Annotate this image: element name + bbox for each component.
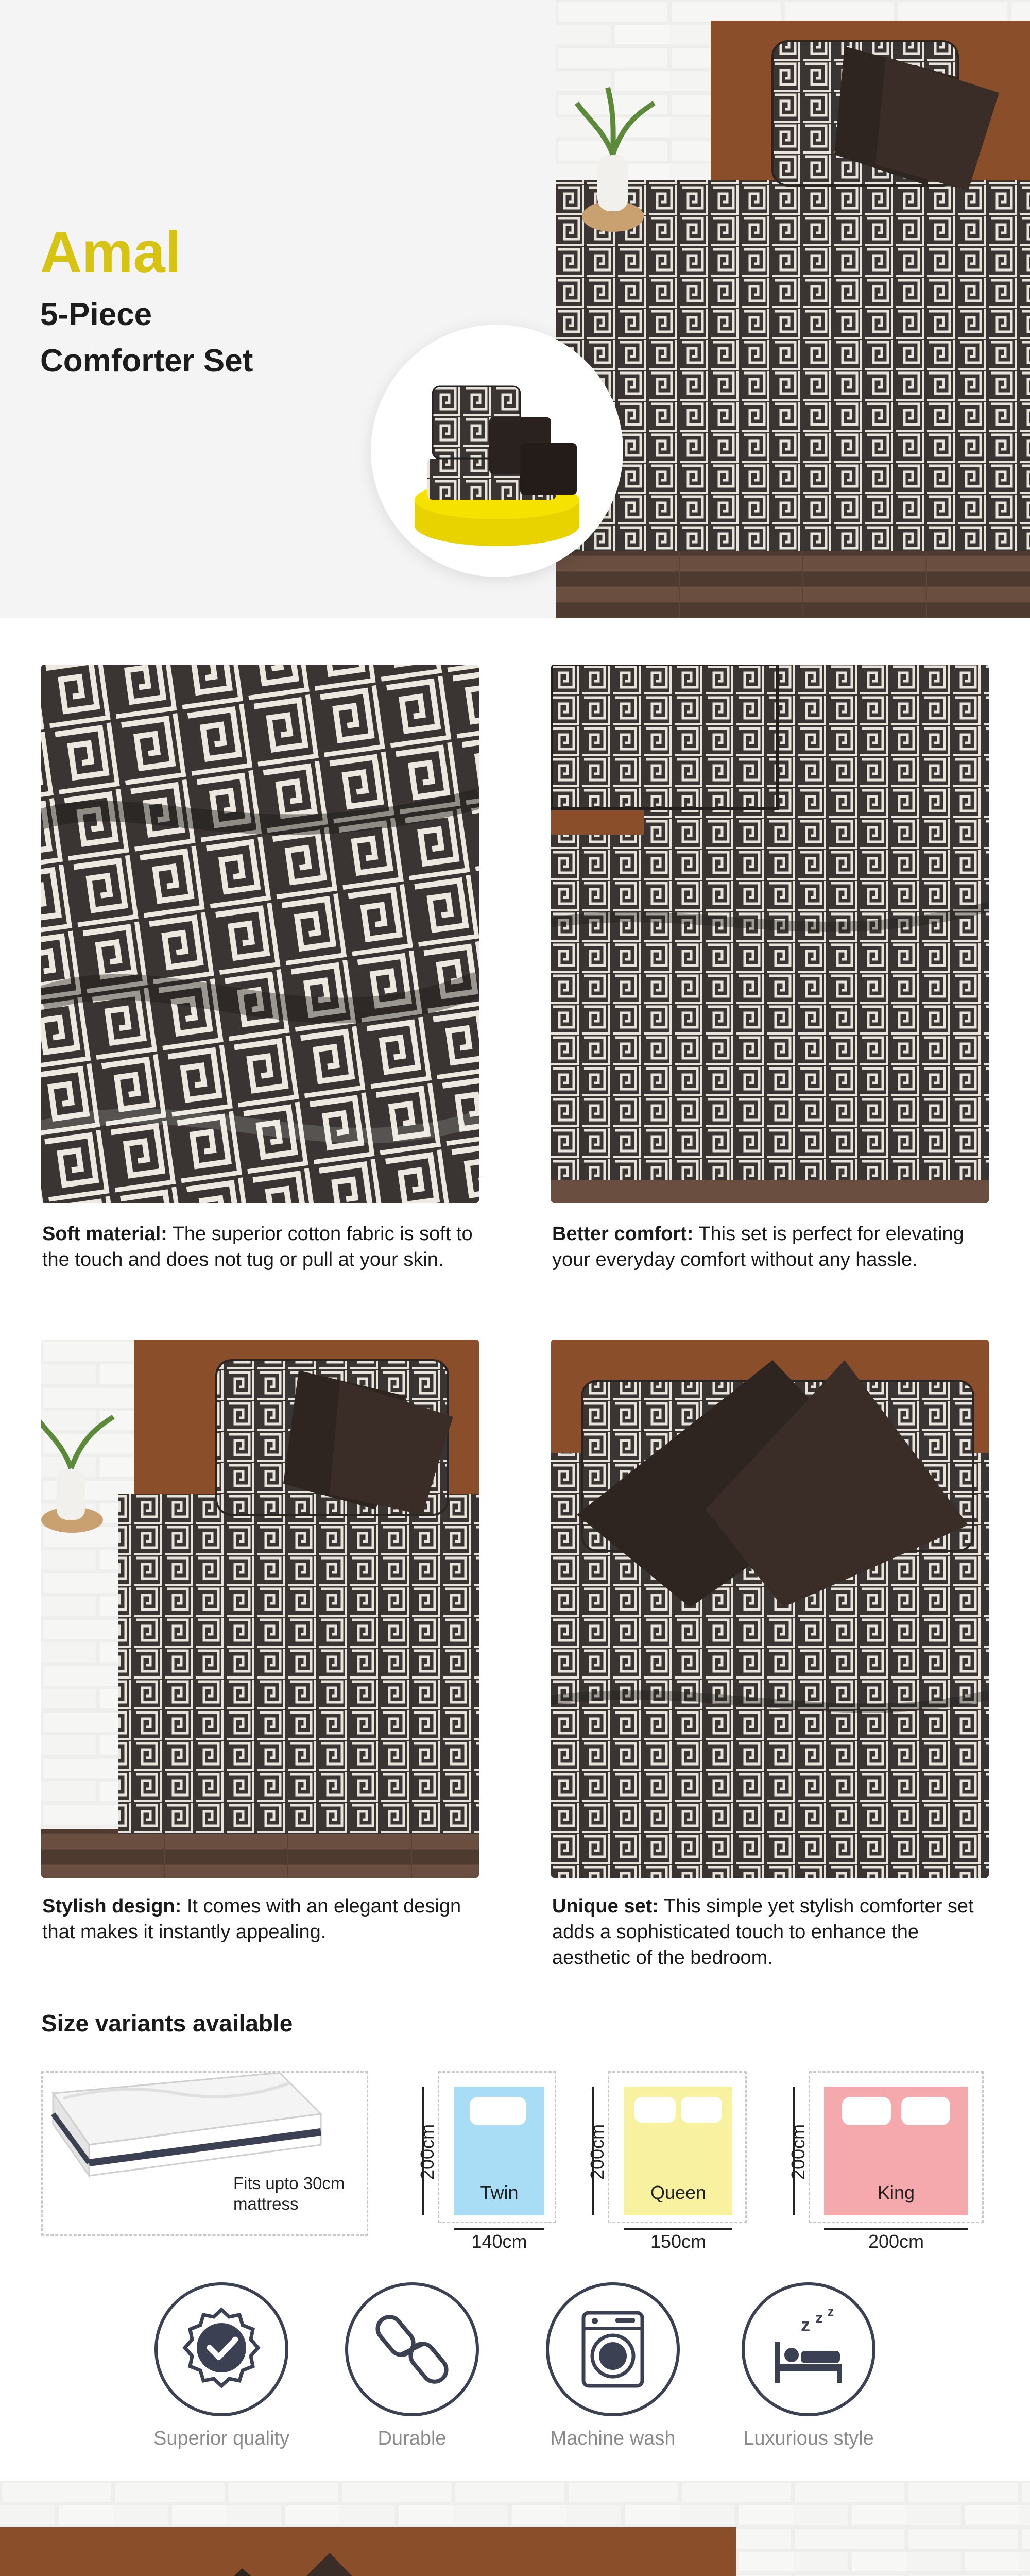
- variant-width: 150cm: [650, 2231, 707, 2252]
- product-subtitle-line2: Comforter Set: [40, 343, 253, 379]
- feature-title: Better comfort:: [552, 1223, 694, 1245]
- size-variant-twin: [412, 2066, 577, 2262]
- quality-caption: Durable: [377, 2428, 447, 2449]
- quality-caption: Luxurious style: [743, 2428, 874, 2449]
- hero-section: [0, 0, 1030, 618]
- quality-luxurious-style: [726, 2282, 891, 2450]
- feature-image-better-comfort: [551, 665, 989, 1203]
- svg-text:z: z: [801, 2314, 810, 2335]
- feature-title: Soft material:: [42, 1223, 167, 1245]
- feature-description: This simple yet stylish comforter set adds a sophisticated touch to enhance the aesthetic of the bedroom.: [552, 1895, 974, 1969]
- feature-caption-soft-material: [42, 1221, 485, 1273]
- chain-link-icon: [345, 2282, 479, 2416]
- quality-caption: Machine wash: [550, 2428, 676, 2449]
- quality-superior: [139, 2282, 304, 2450]
- feature-caption-stylish-design: [42, 1893, 485, 1945]
- mattress-icon: [43, 2073, 331, 2186]
- feature-description: This set is perfect for elevating your everyday comfort without any hassle.: [552, 1223, 964, 1270]
- mattress-note-line2: mattress: [233, 2194, 299, 2213]
- variant-height: 200cm: [587, 2124, 608, 2180]
- svg-text:z: z: [828, 2306, 834, 2319]
- svg-text:z: z: [815, 2310, 823, 2327]
- product-subtitle-line1: 5-Piece: [40, 297, 152, 332]
- size-variant-king: [772, 2066, 989, 2262]
- pillow-icon: [470, 2097, 526, 2125]
- feature-description: It comes with an elegant design that makes it instantly appealing.: [42, 1895, 461, 1943]
- quality-durable: [330, 2282, 494, 2450]
- width-arrow: [824, 2228, 968, 2230]
- bed-swatch: [824, 2087, 968, 2215]
- width-arrow: [454, 2228, 544, 2230]
- feature-title: Unique set:: [552, 1895, 659, 1917]
- variant-height: 200cm: [787, 2124, 809, 2180]
- pillow-icon: [634, 2097, 676, 2123]
- size-variants-heading: Size variants available: [41, 2010, 293, 2037]
- hero-bed-photo: [556, 0, 1030, 618]
- sleeping-bed-icon: [742, 2282, 876, 2416]
- feature-image-unique-set: [551, 1340, 989, 1878]
- size-variant-queen: [582, 2066, 757, 2262]
- variant-name: King: [877, 2182, 915, 2203]
- variant-width: 140cm: [471, 2231, 527, 2252]
- bed-swatch: [624, 2087, 732, 2215]
- quality-machine-wash: [530, 2282, 695, 2450]
- mattress-note: [233, 2173, 345, 2214]
- product-name: Amal: [40, 220, 181, 284]
- bed-swatch: [454, 2087, 544, 2215]
- feature-caption-unique-set: [552, 1893, 995, 1971]
- pillow-icon: [842, 2097, 891, 2125]
- badge-check-icon: [154, 2282, 288, 2416]
- feature-image-soft-material: [41, 665, 479, 1203]
- feature-caption-better-comfort: [552, 1221, 995, 1273]
- variant-height: 200cm: [417, 2124, 438, 2180]
- pillow-icon: [681, 2097, 722, 2123]
- mattress-card: [41, 2071, 368, 2236]
- lifestyle-banner: [0, 2481, 1030, 2576]
- mattress-note-line1: Fits upto 30cm: [233, 2174, 345, 2193]
- width-arrow: [624, 2228, 732, 2230]
- feature-image-stylish-design: [41, 1340, 479, 1878]
- pillow-icon: [901, 2097, 950, 2125]
- variant-width: 200cm: [868, 2231, 924, 2252]
- variant-name: Queen: [650, 2182, 707, 2203]
- washing-machine-icon: [546, 2282, 680, 2416]
- product-set-thumbnail: [371, 325, 623, 577]
- quality-caption: Superior quality: [153, 2428, 290, 2449]
- variant-name: Twin: [480, 2182, 519, 2203]
- feature-title: Stylish design:: [42, 1895, 182, 1917]
- feature-description: The superior cotton fabric is soft to the touch and does not tug or pull at your skin.: [42, 1223, 473, 1270]
